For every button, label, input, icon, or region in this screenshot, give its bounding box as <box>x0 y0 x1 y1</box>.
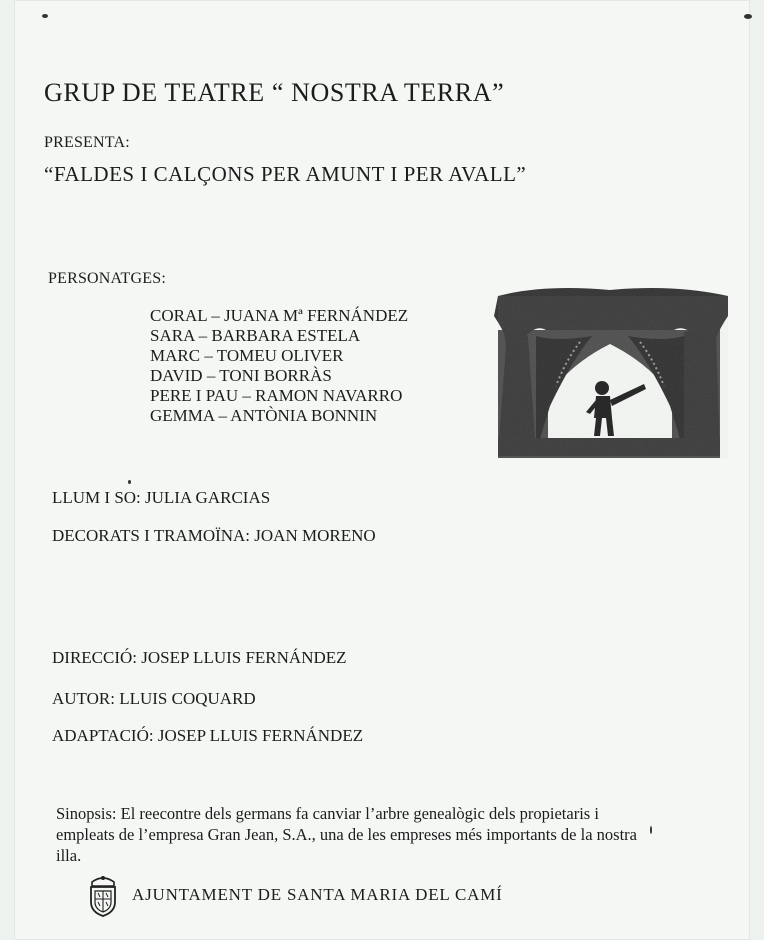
footer <box>86 872 526 918</box>
cast-member: DAVID – TONI BORRÀS <box>150 366 332 385</box>
troupe-title: GRUP DE TEATRE “ NOSTRA TERRA” <box>44 78 505 107</box>
light-sound-credit: LLUM I SO: JULIA GARCIAS <box>52 488 271 507</box>
ink-speck <box>42 14 48 18</box>
presenta-label: PRESENTA: <box>44 134 130 151</box>
play-title: “FALDES I CALÇONS PER AMUNT I PER AVALL” <box>44 162 527 186</box>
ink-speck <box>744 14 752 19</box>
author-credit: AUTOR: LLUIS COQUARD <box>52 689 256 708</box>
cast-member: CORAL – JUANA Mª FERNÁNDEZ <box>150 306 409 325</box>
sets-credit: DECORATS I TRAMOÏNA: JOAN MORENO <box>52 526 376 545</box>
direction-credit: DIRECCIÓ: JOSEP LLUIS FERNÁNDEZ <box>52 648 347 667</box>
cast-list <box>150 306 408 426</box>
adaptation-credit: ADAPTACIÓ: JOSEP LLUIS FERNÁNDEZ <box>52 726 364 745</box>
cast-member: MARC – TOMEU OLIVER <box>150 346 344 365</box>
cast-member: GEMMA – ANTÒNIA BONNIN <box>150 406 378 425</box>
cast-heading: PERSONATGES: <box>48 270 166 287</box>
cast-member: SARA – BARBARA ESTELA <box>150 326 361 345</box>
synopsis-paragraph: Sinopsis: El reecontre dels germans fa canviar l’arbre genealògic dels propietaris i empleats de l’empresa Gran Jean, S.A., una de les empreses més importants de la nostra illa. <box>56 804 637 865</box>
cast-member: PERE I PAU – RAMON NAVARRO <box>150 386 403 405</box>
coat-of-arms-icon <box>86 872 120 918</box>
ink-speck <box>128 480 131 484</box>
institution-name: AJUNTAMENT DE SANTA MARIA DEL CAMÍ <box>132 885 503 904</box>
theatre-stage-icon <box>484 276 736 462</box>
